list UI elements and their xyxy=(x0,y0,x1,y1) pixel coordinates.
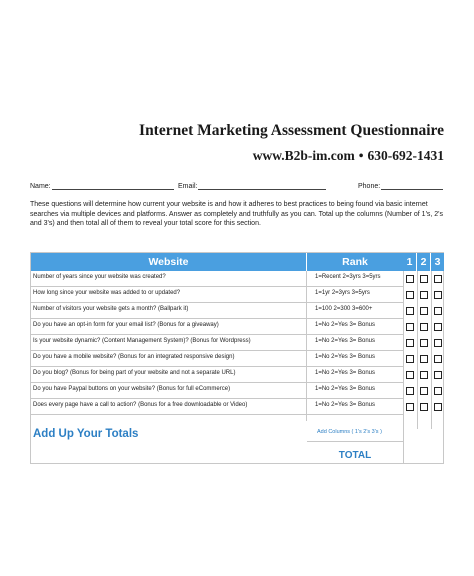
rank-options: 1=No 2=Yes 3= Bonus xyxy=(315,386,375,392)
rank-column-header: Rank xyxy=(307,253,403,271)
contact-line xyxy=(0,148,444,164)
checkbox[interactable] xyxy=(420,371,428,379)
phone-label: Phone: xyxy=(358,183,381,190)
add-columns-note: Add Columns ( 1's 2's 3's ) xyxy=(317,429,382,435)
checkbox[interactable] xyxy=(420,355,428,363)
checkbox[interactable] xyxy=(406,387,414,395)
table-row xyxy=(31,287,403,303)
rank-options: 1=1yr 2=3yrs 3=5yrs xyxy=(315,290,370,296)
rank-options: 1=No 2=Yes 3= Bonus xyxy=(315,354,375,360)
name-field[interactable] xyxy=(30,181,174,190)
score-divider-1 xyxy=(403,271,404,463)
checkbox[interactable] xyxy=(406,355,414,363)
rank-options: 1=100 2=300 3=600+ xyxy=(315,306,373,312)
checkbox[interactable] xyxy=(406,371,414,379)
table-row xyxy=(31,383,403,399)
checkbox[interactable] xyxy=(406,403,414,411)
email-label: Email: xyxy=(178,183,198,190)
website-url: www.B2b-im.com xyxy=(252,148,355,163)
rank-options: 1=No 2=Yes 3= Bonus xyxy=(315,338,375,344)
intro-text: These questions will determine how current your website is and how it adheres to best practices to being found via basic internet searches via multiple devices and platforms. Answer as completely and truthfully as you can. Total up the columns (Number of 1's, 2's and 3's) and then total all of them to reveal your total score for this section. xyxy=(30,201,444,227)
contact-fields xyxy=(30,181,444,193)
question-text: Do you blog? (Bonus for being part of your website and not a separate URL) xyxy=(33,370,236,376)
checkbox[interactable] xyxy=(434,307,442,315)
separator-dot: • xyxy=(358,148,364,163)
page-title: Internet Marketing Assessment Questionnaire xyxy=(139,122,444,139)
checkbox[interactable] xyxy=(406,339,414,347)
checkbox[interactable] xyxy=(420,387,428,395)
column-3-header: 3 xyxy=(431,253,444,271)
table-row xyxy=(31,399,403,415)
phone-number: 630-692-1431 xyxy=(367,148,444,163)
table-row xyxy=(31,351,403,367)
rank-options: 1=No 2=Yes 3= Bonus xyxy=(315,322,375,328)
column-1-header: 1 xyxy=(403,253,416,271)
question-text: Do you have an opt-in form for your email list? (Bonus for a giveaway) xyxy=(33,322,219,328)
checkbox[interactable] xyxy=(420,323,428,331)
question-text: Number of years since your website was created? xyxy=(33,274,166,280)
phone-field[interactable] xyxy=(358,181,443,190)
checkbox[interactable] xyxy=(420,291,428,299)
checkbox[interactable] xyxy=(406,275,414,283)
add-up-totals-label: Add Up Your Totals xyxy=(33,428,139,440)
email-field[interactable] xyxy=(178,181,326,190)
checkbox[interactable] xyxy=(434,371,442,379)
checkbox[interactable] xyxy=(420,275,428,283)
table-row xyxy=(31,319,403,335)
checkbox[interactable] xyxy=(434,339,442,347)
rank-options: 1=No 2=Yes 3= Bonus xyxy=(315,402,375,408)
checkbox[interactable] xyxy=(420,339,428,347)
table-row xyxy=(31,335,403,351)
assessment-table xyxy=(30,252,444,464)
table-row xyxy=(31,303,403,319)
question-text: How long since your website was added to or updated? xyxy=(33,290,181,296)
question-text: Does every page have a call to action? (Bonus for a free downloadable or Video) xyxy=(33,402,248,408)
checkbox[interactable] xyxy=(420,403,428,411)
checkbox[interactable] xyxy=(434,323,442,331)
question-text: Do you have a mobile website? (Bonus for an integrated responsive design) xyxy=(33,354,235,360)
total-divider xyxy=(307,441,403,442)
table-row xyxy=(31,367,403,383)
checkbox[interactable] xyxy=(434,387,442,395)
checkbox[interactable] xyxy=(406,291,414,299)
name-label: Name: xyxy=(30,183,51,190)
website-column-header: Website xyxy=(31,253,306,271)
checkbox[interactable] xyxy=(406,323,414,331)
checkbox[interactable] xyxy=(434,291,442,299)
checkbox[interactable] xyxy=(406,307,414,315)
score-divider-2 xyxy=(417,271,418,429)
question-text: Do you have Paypal buttons on your website? (Bonus for full eCommerce) xyxy=(33,386,231,392)
rank-options: 1=No 2=Yes 3= Bonus xyxy=(315,370,375,376)
total-label: TOTAL xyxy=(338,450,372,461)
rank-options: 1=Recent 2=3yrs 3=5yrs xyxy=(315,274,381,280)
score-divider-3 xyxy=(431,271,432,429)
phone-input-line[interactable] xyxy=(381,181,443,190)
checkbox[interactable] xyxy=(434,275,442,283)
name-input-line[interactable] xyxy=(52,181,174,190)
checkbox[interactable] xyxy=(434,403,442,411)
email-input-line[interactable] xyxy=(198,181,326,190)
question-text: Is your website dynamic? (Content Management System)? (Bonus for Wordpress) xyxy=(33,338,251,344)
table-row xyxy=(31,271,403,287)
question-text: Number of visitors your website gets a month? (Ballpark it) xyxy=(33,306,189,312)
checkbox[interactable] xyxy=(420,307,428,315)
column-2-header: 2 xyxy=(417,253,430,271)
checkbox[interactable] xyxy=(434,355,442,363)
